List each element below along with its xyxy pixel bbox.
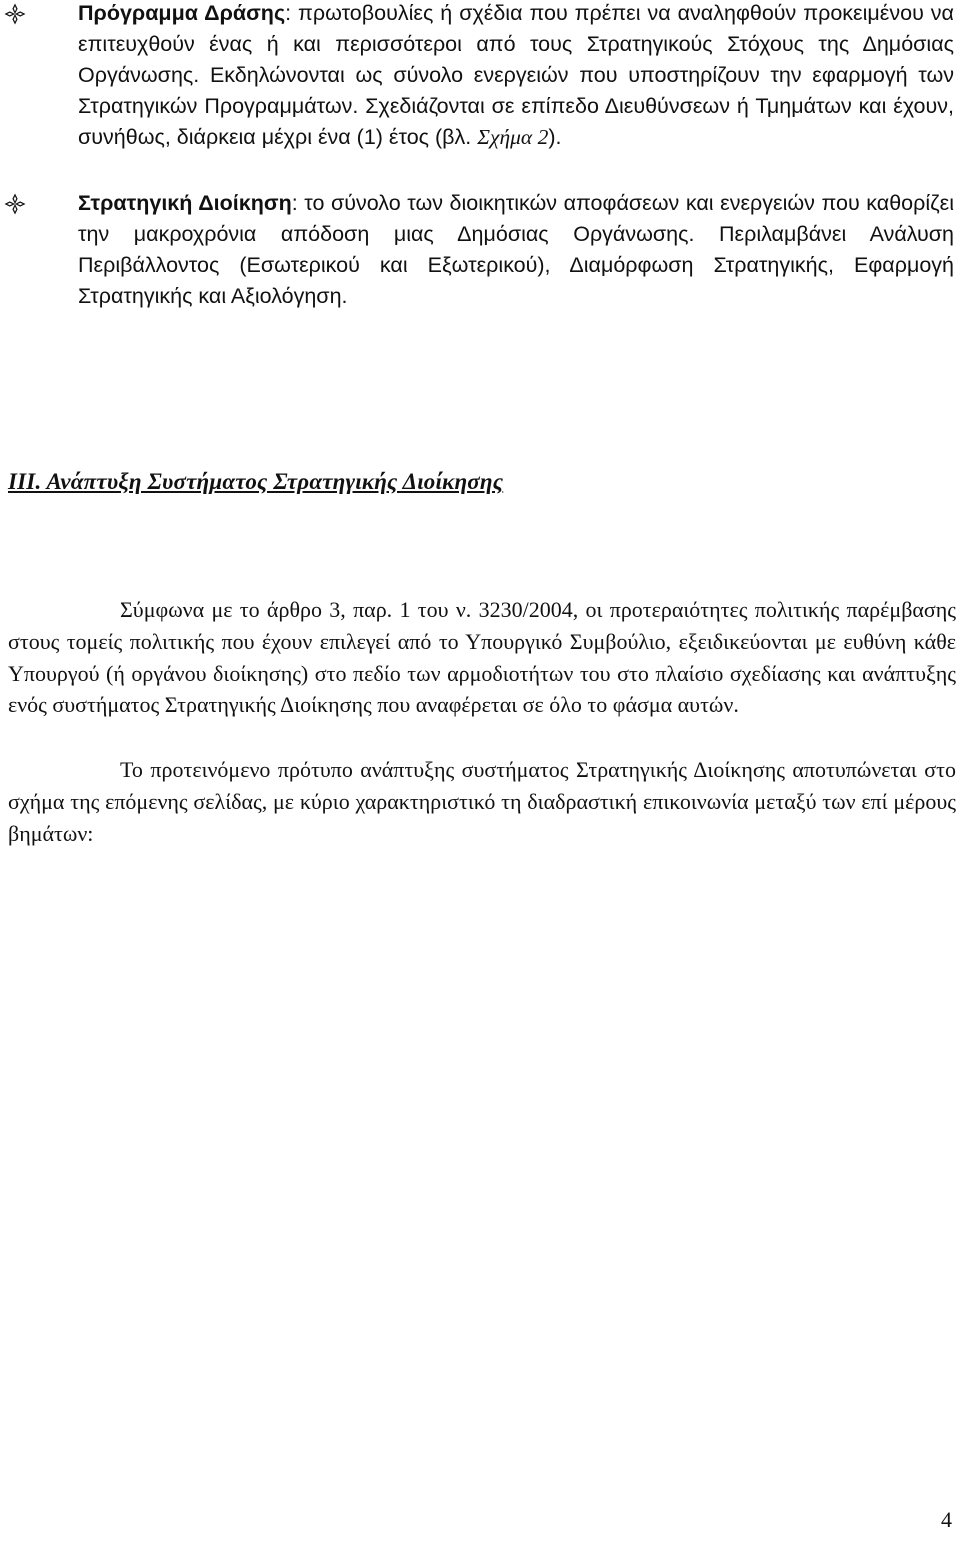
bullet-definition-tail: ). [548,125,562,149]
diamond-bullet-icon [4,3,26,25]
bullet-paragraph [78,188,954,312]
bullet-paragraph [78,0,954,153]
figure-reference: Σχήμα 2 [477,125,549,149]
body-paragraph: Το προτεινόμενο πρότυπο ανάπτυξης συστήματος Στρατηγικής Διοίκησης αποτυπώνεται στο σχήμα της επόμενης σελίδας, με κύριο χαρακτηριστικό τη διαδραστική επικοινωνία μεταξύ των επί μέρους βημάτων: [8,757,956,846]
bullet-term: Πρόγραμμα Δράσης [78,1,286,25]
page-number: 4 [941,1507,952,1532]
bullet-definition: : το σύνολο των διοικητικών αποφάσεων και ενεργειών που καθορίζει την μακροχρόνια απόδοση μιας Δημόσιας Οργάνωσης. Περιλαμβάνει Ανάλυση Περιβάλλοντος (Εσωτερικού και Εξωτερικού), Διαμόρφωση Στρατηγικής, Εφαρμογή Στρατηγικής και Αξιολόγηση. [78,191,954,308]
diamond-bullet-icon [4,193,26,215]
body-paragraph: Σύμφωνα με το άρθρο 3, παρ. 1 του ν. 3230/2004, οι προτεραιότητες πολιτικής παρέμβασης στους τομείς πολιτικής που έχουν επιλεγεί από το Υπουργικό Συμβούλιο, εξειδικεύονται με ευθύνη κάθε Υπουργού (ή οργάνου διοίκησης) στο πεδίο των αρμοδιοτήτων του στο πλαίσιο σχεδίασης και ανάπτυξης ενός συστήματος Στρατηγικής Διοίκησης που αναφέρεται σε όλο το φάσμα αυτών. [8,597,956,718]
bullet-definition: : πρωτοβουλίες ή σχέδια που πρέπει να αναληφθούν προκειμένου να επιτευχθούν ένας ή και περισσότεροι από τους Στρατηγικούς Στόχους της Δημόσιας Οργάνωσης. Εκδηλώνονται ως σύνολο ενεργειών που υποστηρίζουν την εφαρμογή των Στρατηγικών Προγραμμάτων. Σχεδιάζονται σε επίπεδο Διευθύνσεων ή Τμημάτων και έχουν, συνήθως, διάρκεια μέχρι ένα (1) έτος (βλ. [78,1,954,149]
bullet-term: Στρατηγική Διοίκηση [78,191,292,215]
section-heading: ΙΙΙ. Ανάπτυξη Συστήματος Στρατηγικής Διοίκησης [8,469,504,494]
